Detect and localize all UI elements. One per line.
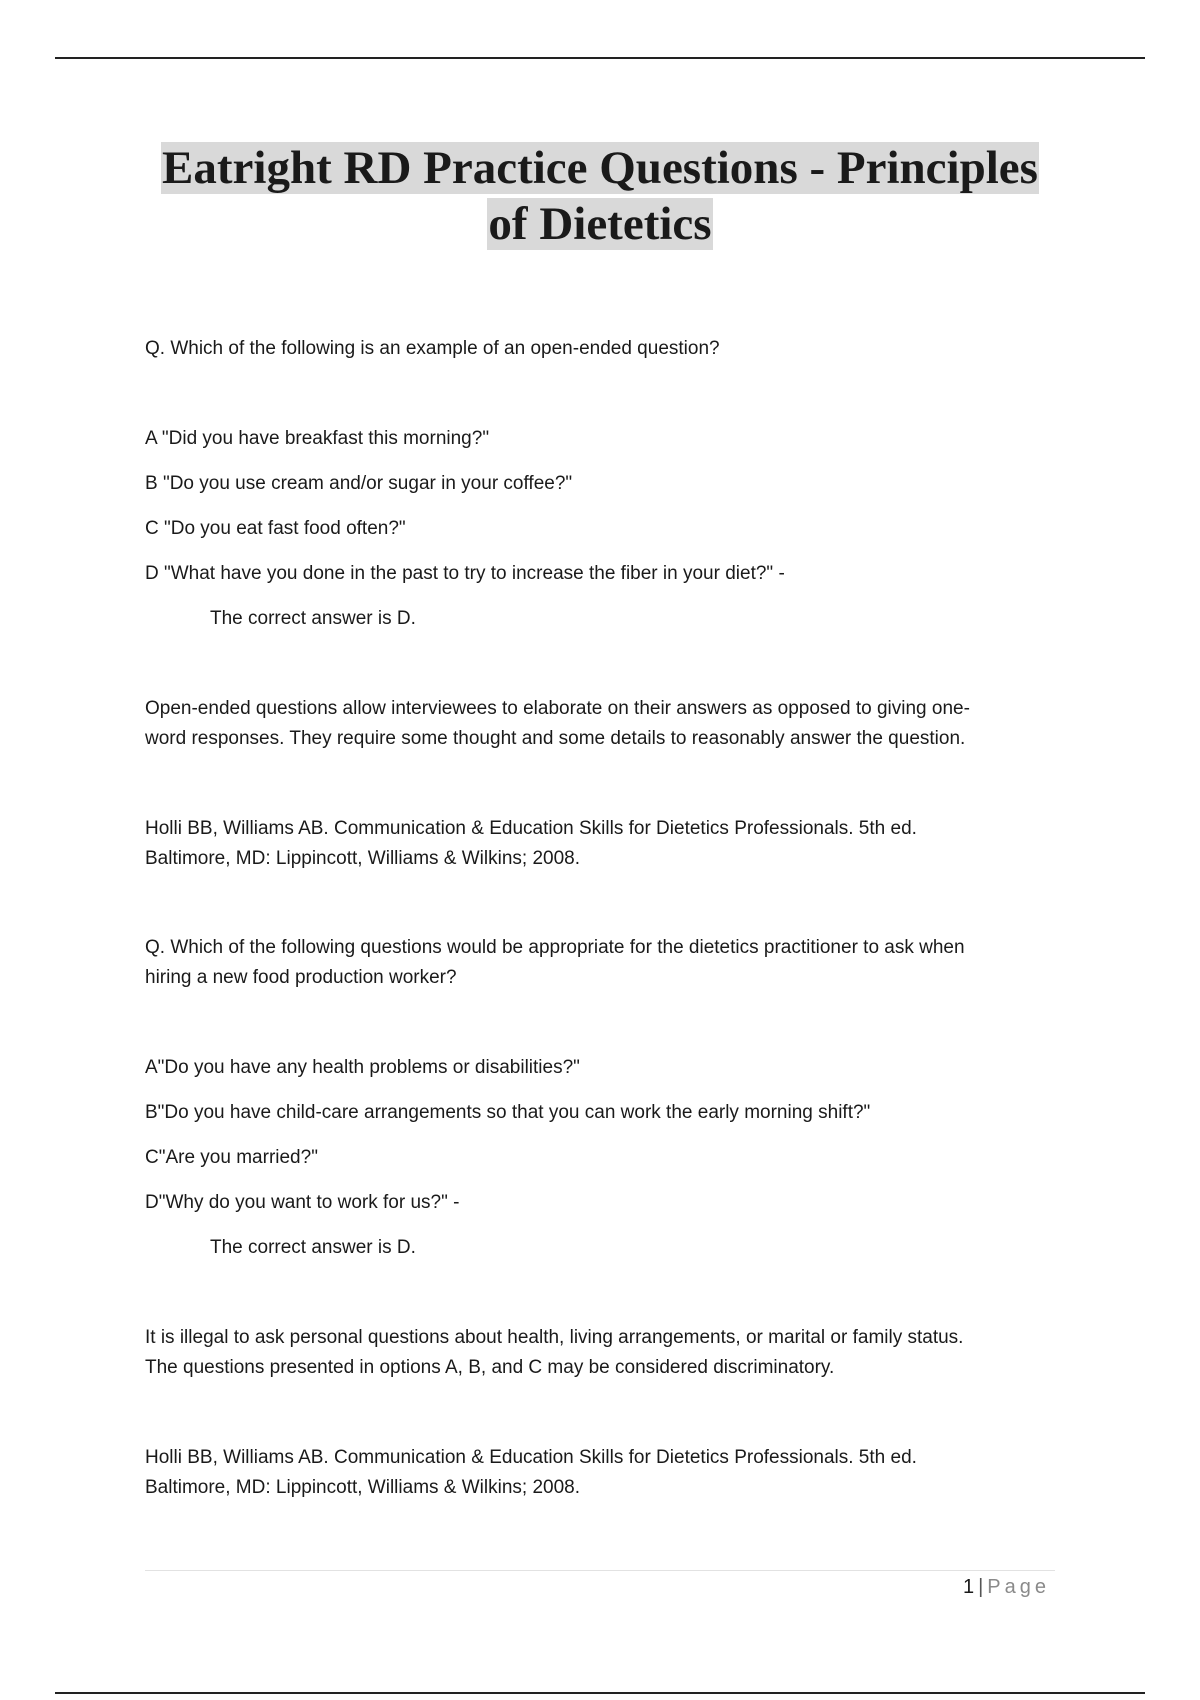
q1-answer: The correct answer is D. <box>210 608 416 629</box>
q1-reference-line-1: Holli BB, Williams AB. Communication & Education Skills for Dietetics Professionals. 5th ed. <box>145 818 917 839</box>
q1-option-d: D "What have you done in the past to try to increase the fiber in your diet?" - <box>145 563 785 584</box>
q1-question: Q. Which of the following is an example of an open-ended question? <box>145 338 720 359</box>
page-separator: | <box>978 1576 984 1598</box>
q2-option-d: D"Why do you want to work for us?" - <box>145 1192 460 1213</box>
q2-option-a: A"Do you have any health problems or disabilities?" <box>145 1057 580 1078</box>
q2-explanation-line-2: The questions presented in options A, B, and C may be considered discriminatory. <box>145 1357 835 1378</box>
title-line-2: of Dietetics <box>488 198 712 250</box>
header-rule <box>55 57 1145 59</box>
q2-option-c: C"Are you married?" <box>145 1147 318 1168</box>
q2-reference-line-2: Baltimore, MD: Lippincott, Williams & Wilkins; 2008. <box>145 1477 581 1498</box>
bottom-rule <box>55 1692 1145 1694</box>
page-number: 1 <box>962 1576 975 1598</box>
q2-reference-line-1: Holli BB, Williams AB. Communication & Education Skills for Dietetics Professionals. 5th ed. <box>145 1447 917 1468</box>
q1-explanation-line-2: word responses. They require some thought and some details to reasonably answer the question. <box>145 728 966 749</box>
q1-option-a: A "Did you have breakfast this morning?" <box>145 428 490 449</box>
q1-option-b: B "Do you use cream and/or sugar in your coffee?" <box>145 473 573 494</box>
page-number-footer <box>963 1576 1050 1599</box>
title-line-1: Eatright RD Practice Questions - Principles <box>162 142 1038 194</box>
q2-option-b: B"Do you have child-care arrangements so that you can work the early morning shift?" <box>145 1102 871 1123</box>
q2-answer: The correct answer is D. <box>210 1237 416 1258</box>
page-label: Page <box>987 1576 1050 1598</box>
q2-explanation-line-1: It is illegal to ask personal questions about health, living arrangements, or marital or family status. <box>145 1327 964 1348</box>
q1-reference-line-2: Baltimore, MD: Lippincott, Williams & Wilkins; 2008. <box>145 848 581 869</box>
q1-option-c: C "Do you eat fast food often?" <box>145 518 406 539</box>
document-title <box>100 140 1100 252</box>
q1-explanation-line-1: Open-ended questions allow interviewees to elaborate on their answers as opposed to giving one- <box>145 698 970 719</box>
footer-rule <box>145 1570 1055 1571</box>
q2-question-line-1: Q. Which of the following questions would be appropriate for the dietetics practitioner to ask when <box>145 937 965 958</box>
q2-question-line-2: hiring a new food production worker? <box>145 967 457 988</box>
